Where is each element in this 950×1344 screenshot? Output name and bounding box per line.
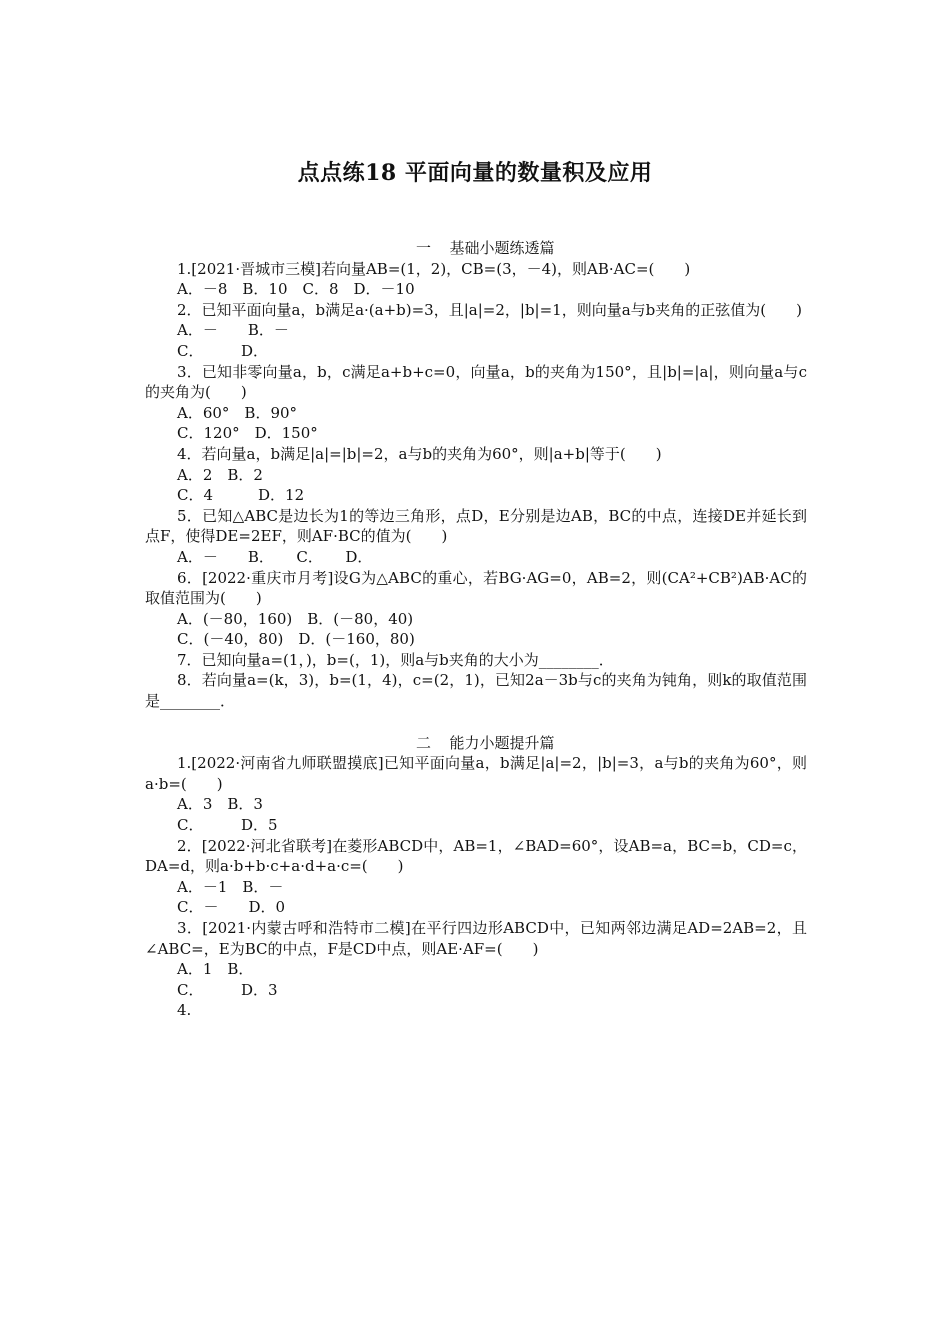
- question-2-1: 1.[2022·河南省九师联盟摸底]已知平面向量a，b满足|a|=2，|b|=3，a与b的夹角为60°，则a·b=( ): [145, 754, 807, 793]
- question-1-1: 1.[2021·晋城市三模]若向量AB=(1，2)，CB=(3，－4)，则AB·AC=( ): [177, 259, 691, 278]
- section-number: 二: [415, 733, 431, 752]
- question-1-7: 7．已知向量a=(1，)，b=(，1)，则a与b夹角的大小为________．: [177, 650, 614, 669]
- question-1-1-options: A．－8 B．10 C．8 D．－10: [177, 280, 415, 299]
- question-1-5: 5．已知△ABC是边长为1的等边三角形，点D，E分别是边AB，BC的中点，连接DE并延长到点F，使得DE=2EF，则AF·BC的值为( ): [145, 506, 807, 546]
- question-2-4: 4.: [177, 1001, 192, 1020]
- question-2-2-options-ab: A．－1 B．－: [177, 877, 284, 896]
- question-1-5-options: A．－ B． C． D．: [177, 547, 373, 566]
- question-2-2: 2．[2022·河北省联考]在菱形ABCD中，AB=1，∠BAD=60°，设AB=a，BC=b，CD=c，DA=d，则a·b+b·c+a·d+a·c=( ): [145, 836, 807, 876]
- question-2-1-options-cd: C． D．5: [177, 816, 278, 835]
- section-label: 基础小题练透篇: [449, 239, 555, 257]
- question-1-6-options-cd: C．(－40，80) D．(－160，80): [177, 630, 415, 649]
- question-2-2-options-cd: C．－ D．0: [177, 898, 286, 917]
- question-1-4-options-cd: C．4 D．12: [177, 486, 305, 505]
- question-1-6-options-ab: A．(－80，160) B．(－80，40): [177, 609, 414, 628]
- section-label: 能力小题提升篇: [449, 733, 555, 752]
- section-heading-1: [145, 238, 807, 259]
- section-gap: [145, 712, 807, 733]
- question-1-2-options-ab: A．－ B．－: [177, 321, 289, 340]
- question-1-3-options-cd: C．120° D．150°: [177, 424, 318, 443]
- question-2-3-options-cd: C． D．3: [177, 980, 278, 999]
- question-1-2-options-cd: C． D．: [177, 341, 269, 360]
- question-1-6: 6．[2022·重庆市月考]设G为△ABC的重心，若BG·AG=0，AB=2，则(CA²+CB²)AB·AC的取值范围为( ): [145, 568, 807, 608]
- question-1-4: 4．若向量a，b满足|a|=|b|=2，a与b的夹角为60°，则|a+b|等于( ): [177, 444, 662, 463]
- section-number: 一: [415, 239, 431, 257]
- question-1-2: 2．已知平面向量a，b满足a·(a+b)=3，且|a|=2，|b|=1，则向量a与b夹角的正弦值为( ): [177, 300, 802, 319]
- question-2-1-options-ab: A．3 B．3: [177, 795, 263, 814]
- question-1-4-options-ab: A．2 B．2: [177, 465, 263, 484]
- section-heading-2: [145, 733, 807, 754]
- question-1-8: 8．若向量a=(k，3)，b=(1，4)，c=(2，1)，已知2a－3b与c的夹角为钝角，则k的取值范围是________．: [145, 671, 807, 711]
- question-1-3-options-ab: A．60° B．90°: [177, 403, 298, 422]
- document-body: [145, 238, 807, 1021]
- question-2-3: 3．[2021·内蒙古呼和浩特市二模]在平行四边形ABCD中，已知两邻边满足AD=2AB=2，且∠ABC=，E为BC的中点，F是CD中点，则AE·AF=( ): [145, 919, 807, 958]
- question-2-3-options-ab: A．1 B．: [177, 960, 254, 979]
- question-1-3: 3．已知非零向量a，b，c满足a+b+c=0，向量a，b的夹角为150°，且|b|=|a|，则向量a与c的夹角为( ): [145, 362, 807, 402]
- page-title: 点点练18 平面向量的数量积及应用: [297, 160, 653, 186]
